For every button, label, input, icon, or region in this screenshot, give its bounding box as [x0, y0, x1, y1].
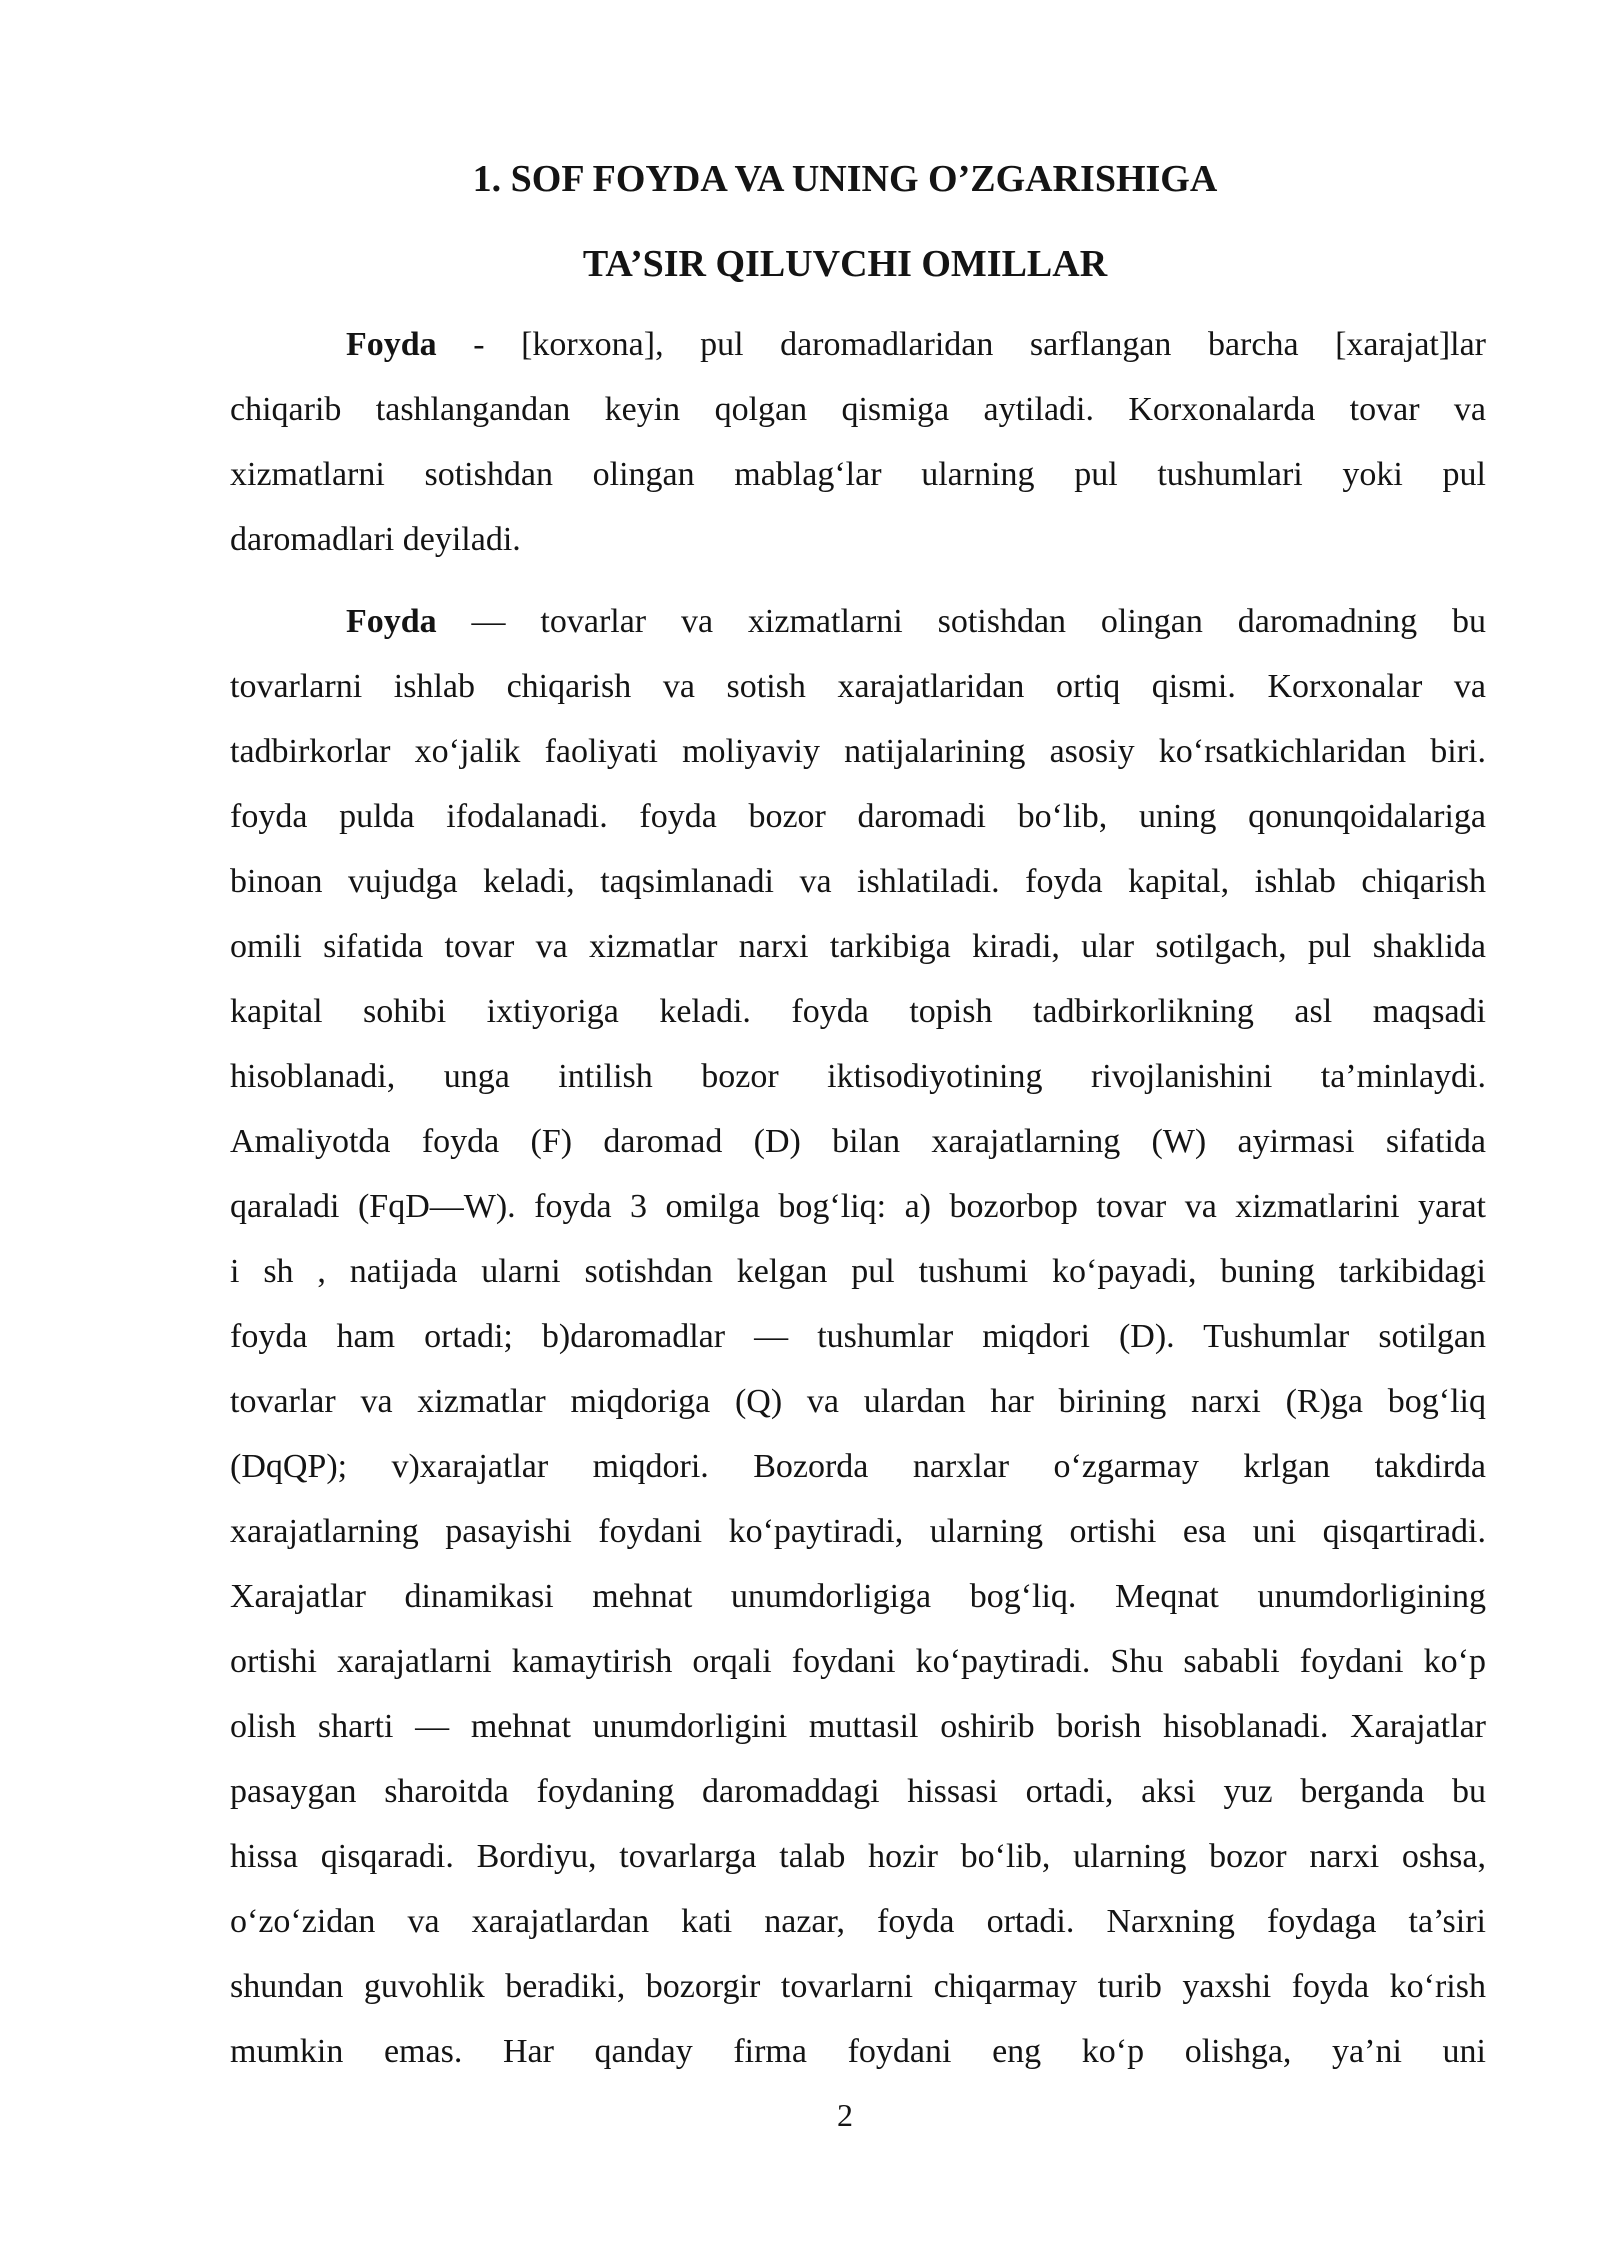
- paragraph-line: hissa qisqaradi. Bordiyu, tovarlarga talab hozir bo‘lib, ularning bozor narxi oshsa,: [230, 1838, 1486, 1875]
- paragraph-line: tovarlar va xizmatlar miqdoriga (Q) va ulardan har birining narxi (R)ga bog‘liq: [230, 1383, 1486, 1420]
- page-number: 2: [837, 2097, 853, 2133]
- title-line-1: 1. SOF FOYDA VA UNING O’ZGARISHIGA: [472, 158, 1218, 200]
- paragraph-line: Xarajatlar dinamikasi mehnat unumdorligiga bog‘liq. Meqnat unumdorligining: [230, 1578, 1486, 1615]
- paragraph-line: tovarlarni ishlab chiqarish va sotish xarajatlaridan ortiq qismi. Korxonalar va: [230, 668, 1486, 705]
- paragraph-line: [230, 589, 1486, 654]
- paragraph-line: o‘zo‘zidan va xarajatlardan kati nazar, foyda ortadi. Narxning foydaga ta’siri: [230, 1903, 1486, 1940]
- paragraph-line: binoan vujudga keladi, taqsimlanadi va ishlatiladi. foyda kapital, ishlab chiqarish: [230, 863, 1486, 900]
- paragraph-line: hisoblanadi, unga intilish bozor iktisodiyotining rivojlanishini ta’minlaydi.: [230, 1058, 1486, 1095]
- paragraph-line: foyda ham ortadi; b)daromadlar — tushumlar miqdori (D). Tushumlar sotilgan: [230, 1318, 1486, 1355]
- paragraph-line-text: - [korxona], pul daromadlaridan sarflangan barcha [xarajat]lar: [473, 326, 1487, 363]
- paragraph-line: olish sharti — mehnat unumdorligini muttasil oshirib borish hisoblanadi. Xarajatlar: [230, 1708, 1486, 1745]
- paragraph-line: xizmatlarni sotishdan olingan mablag‘lar ularning pul tushumlari yoki pul: [230, 456, 1486, 493]
- paragraph-line: foyda pulda ifodalanadi. foyda bozor daromadi bo‘lib, uning qonunqoidalariga: [230, 798, 1486, 835]
- paragraph-lead-term: Foyda: [346, 326, 437, 363]
- paragraph-line: mumkin emas. Har qanday firma foydani eng ko‘p olishga, ya’ni uni: [230, 2033, 1486, 2070]
- paragraph-line: chiqarib tashlangandan keyin qolgan qismiga aytiladi. Korxonalarda tovar va: [230, 391, 1486, 428]
- paragraph-line: ortishi xarajatlarni kamaytirish orqali foydani ko‘paytiradi. Shu sababli foydani ko‘p: [230, 1643, 1486, 1680]
- title-line-2: TA’SIR QILUVCHI OMILLAR: [582, 243, 1108, 285]
- paragraph-2: [230, 589, 1486, 2084]
- paragraph-line: pasaygan sharoitda foydaning daromaddagi hissasi ortadi, aksi yuz berganda bu: [230, 1773, 1486, 1810]
- paragraph-line: xarajatlarning pasayishi foydani ko‘paytiradi, ularning ortishi esa uni qisqartiradi.: [230, 1513, 1486, 1550]
- paragraph-line: (DqQP); v)xarajatlar miqdori. Bozorda narxlar o‘zgarmay krlgan takdirda: [230, 1448, 1486, 1485]
- paragraph-line: Amaliyotda foyda (F) daromad (D) bilan xarajatlarning (W) ayirmasi sifatida: [230, 1123, 1486, 1160]
- paragraph-lead-term: Foyda: [346, 603, 437, 640]
- paragraph-line: [230, 312, 1486, 377]
- paragraph-line: daromadlari deyiladi.: [230, 521, 521, 558]
- paragraph-1: [230, 312, 1486, 572]
- paragraph-line-text: — tovarlar va xizmatlarni sotishdan olingan daromadning bu: [471, 603, 1486, 640]
- paragraph-line: tadbirkorlar xo‘jalik faoliyati moliyaviy natijalarining asosiy ko‘rsatkichlaridan biri.: [230, 733, 1486, 770]
- paragraph-line: qaraladi (FqD—W). foyda 3 omilga bog‘liq: a) bozorbop tovar va xizmatlarini yarat: [230, 1188, 1486, 1225]
- paragraph-line: i sh , natijada ularni sotishdan kelgan pul tushumi ko‘payadi, buning tarkibidagi: [230, 1253, 1486, 1290]
- paragraph-line: omili sifatida tovar va xizmatlar narxi tarkibiga kiradi, ular sotilgach, pul shaklida: [230, 928, 1486, 965]
- paragraph-line: shundan guvohlik beradiki, bozorgir tovarlarni chiqarmay turib yaxshi foyda ko‘rish: [230, 1968, 1486, 2005]
- paragraph-line: kapital sohibi ixtiyoriga keladi. foyda topish tadbirkorlikning asl maqsadi: [230, 993, 1486, 1030]
